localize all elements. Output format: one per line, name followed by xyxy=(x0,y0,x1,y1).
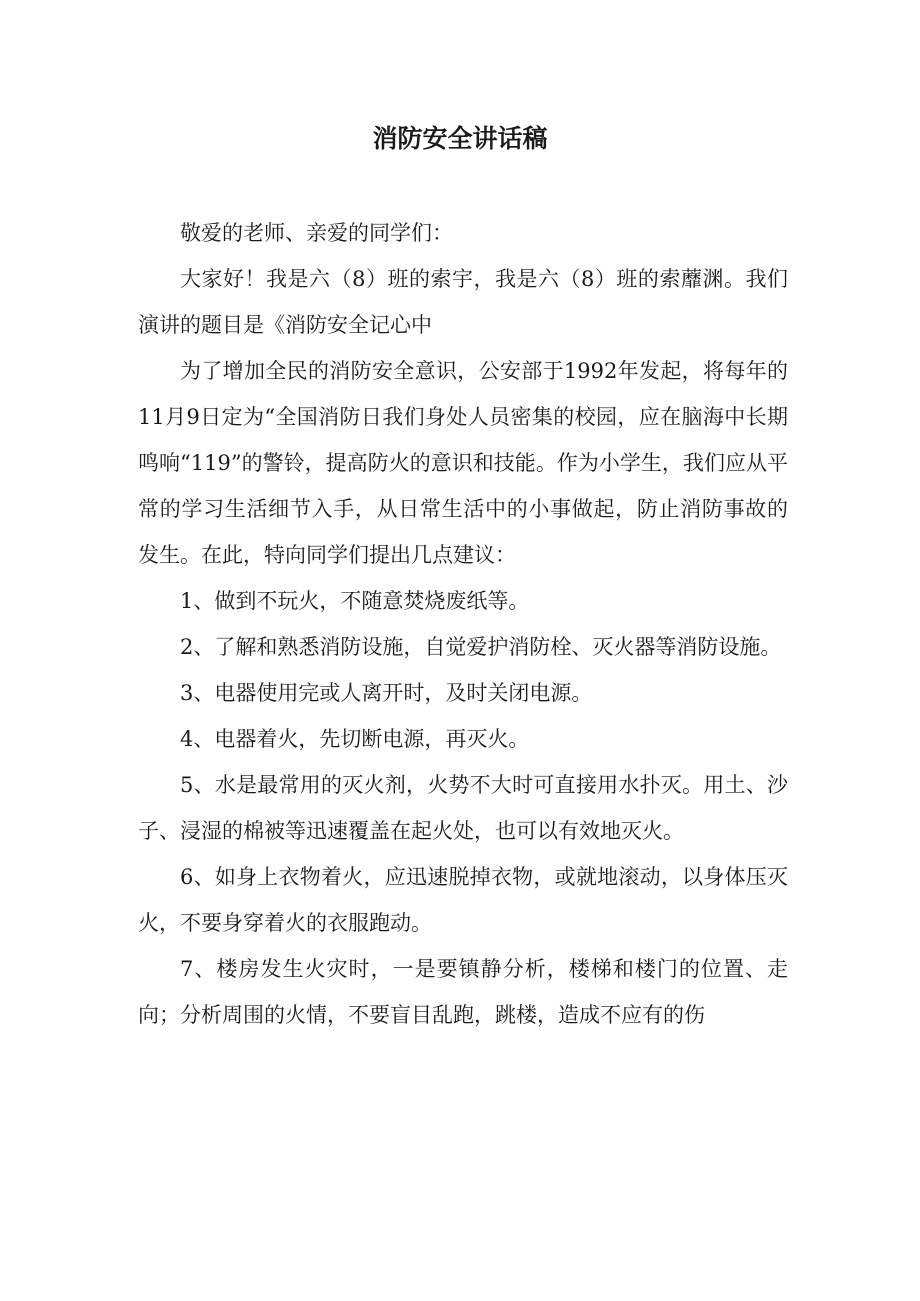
paragraph-item-3: 3、电器使用完或人离开时，及时关闭电源。 xyxy=(180,681,593,705)
paragraph-item-7: 7、楼房发生火灾时，一是要镇静分析，楼梯和楼门的位置、走向；分析周围的火情，不要盲目乱跑，跳楼，造成不应有的伤 xyxy=(138,957,788,1027)
document-title: 消防安全讲话稿 xyxy=(372,124,548,153)
document-body xyxy=(138,210,788,1038)
paragraph-greeting: 大家好！我是六（8）班的索宇，我是六（8）班的索蘼渊。我们演讲的题目是《消防安全记心中 xyxy=(138,267,788,337)
paragraph-item-5: 5、水是最常用的灭火剂，火势不大时可直接用水扑灭。用土、沙子、浸湿的棉被等迅速覆盖在起火处，也可以有效地灭火。 xyxy=(138,773,788,843)
paragraph-item-4: 4、电器着火，先切断电源，再灭火。 xyxy=(180,727,530,751)
paragraph-item-6: 6、如身上衣物着火，应迅速脱掉衣物，或就地滚动，以身体压灭火，不要身穿着火的衣服跑动。 xyxy=(138,865,788,935)
paragraph-item-2: 2、了解和熟悉消防设施，自觉爱护消防栓、灭火器等消防设施。 xyxy=(180,635,782,659)
paragraph-intro: 为了增加全民的消防安全意识，公安部于1992年发起，将每年的11月9日定为“全国消防日我们身处人员密集的校园，应在脑海中长期鸣响“119”的警铃，提高防火的意识和技能。作为小学生，我们应从平常的学习生活细节入手，从日常生活中的小事做起，防止消防事故的发生。在此，特向同学们提出几点建议： xyxy=(138,359,788,567)
paragraph-item-1: 1、做到不玩火，不随意焚烧废纸等。 xyxy=(180,589,530,613)
paragraph-salutation: 敬爱的老师、亲爱的同学们： xyxy=(180,221,453,245)
